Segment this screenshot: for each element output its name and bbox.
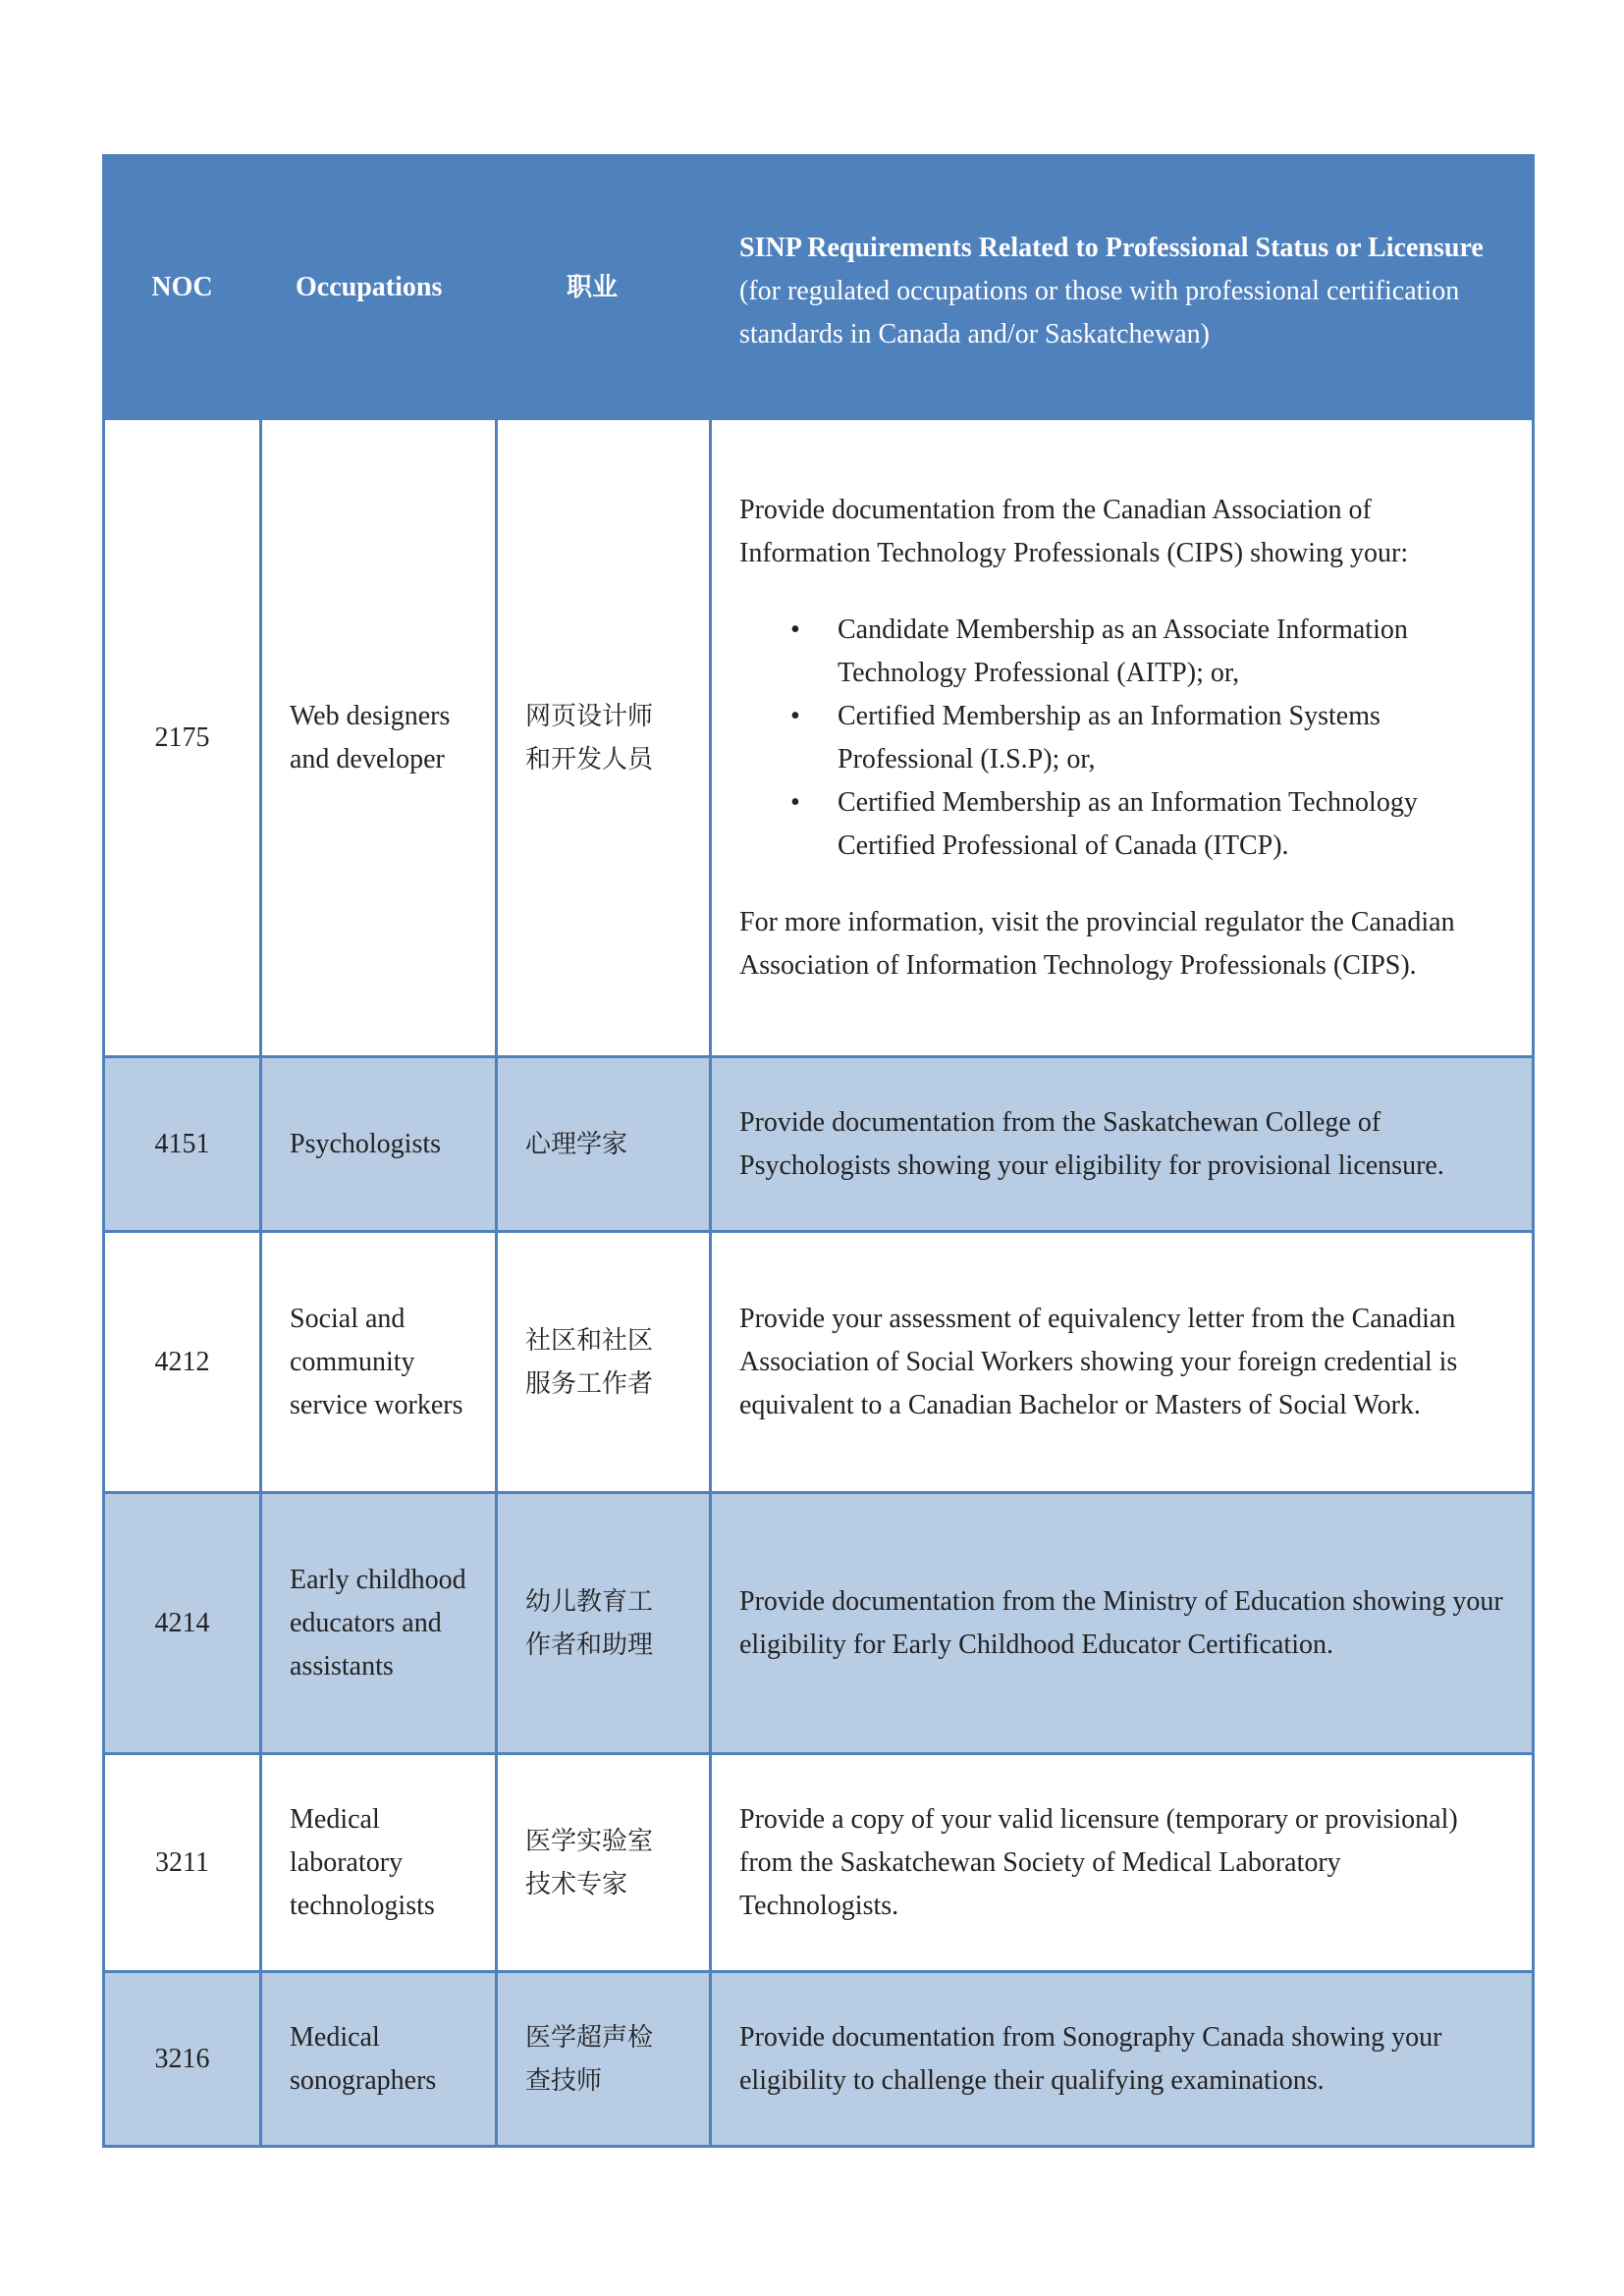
header-occupations: Occupations	[261, 156, 497, 419]
noc-code: 2175	[104, 419, 261, 1057]
requirement-outro: For more information, visit the provincial regulator the Canadian Association of Information Technology Professionals (CIPS).	[739, 906, 1455, 981]
occupation-name: Medical laboratory technologists	[261, 1754, 497, 1972]
occupations-table	[102, 154, 1535, 2148]
noc-code: 4212	[104, 1232, 261, 1493]
occupation-name: Early childhood educators and assistants	[261, 1493, 497, 1754]
header-requirements-subtitle: (for regulated occupations or those with professional certification standards in Canada and/or Saskatchewan)	[739, 275, 1460, 349]
table-row	[104, 1493, 1534, 1754]
occupation-name-zh: 幼儿教育工作者和助理	[497, 1493, 711, 1754]
table-row	[104, 1754, 1534, 1972]
table-row	[104, 1057, 1534, 1232]
requirement-bullet: • Certified Membership as an Information Technology Certified Professional of Canada (ITCP).	[838, 781, 1504, 868]
table-row	[104, 1972, 1534, 2147]
requirement-text: Provide documentation from Sonography Canada showing your eligibility to challenge their qualifying examinations.	[711, 1972, 1534, 2147]
header-requirements-title: SINP Requirements Related to Professional Status or Licensure	[739, 232, 1484, 263]
requirement-cell	[711, 419, 1534, 1057]
noc-code: 4151	[104, 1057, 261, 1232]
noc-code: 4214	[104, 1493, 261, 1754]
requirement-text: Provide your assessment of equivalency letter from the Canadian Association of Social Workers showing your foreign credential is equivalent to a Canadian Bachelor or Masters of Social Work.	[711, 1232, 1534, 1493]
header-occupations-zh: 职业	[497, 156, 711, 419]
requirement-text: Provide documentation from the Saskatchewan College of Psychologists showing your eligibility for provisional licensure.	[711, 1057, 1534, 1232]
requirement-bullet-list	[739, 609, 1504, 868]
occupation-name: Web designers and developer	[261, 419, 497, 1057]
header-requirements	[711, 156, 1534, 419]
header-noc: NOC	[104, 156, 261, 419]
table-row	[104, 419, 1534, 1057]
occupation-name-zh: 医学超声检查技师	[497, 1972, 711, 2147]
requirement-text: Provide documentation from the Ministry of Education showing your eligibility for Early Childhood Educator Certification.	[711, 1493, 1534, 1754]
requirement-bullet: • Certified Membership as an Information Systems Professional (I.S.P); or,	[838, 695, 1504, 781]
occupation-name: Psychologists	[261, 1057, 497, 1232]
occupation-name-zh: 社区和社区服务工作者	[497, 1232, 711, 1493]
noc-code: 3216	[104, 1972, 261, 2147]
requirement-text: Provide a copy of your valid licensure (temporary or provisional) from the Saskatchewan Society of Medical Laboratory Technologists.	[711, 1754, 1534, 1972]
occupation-name-zh: 网页设计师和开发人员	[497, 419, 711, 1057]
requirement-bullet: • Candidate Membership as an Associate Information Technology Professional (AITP); or,	[838, 609, 1504, 695]
table-header-row	[104, 156, 1534, 419]
occupation-name-zh: 心理学家	[497, 1057, 711, 1232]
occupation-name-zh: 医学实验室技术专家	[497, 1754, 711, 1972]
table-row	[104, 1232, 1534, 1493]
requirement-intro: Provide documentation from the Canadian Association of Information Technology Professionals (CIPS) showing your:	[739, 494, 1409, 568]
occupation-name: Social and community service workers	[261, 1232, 497, 1493]
noc-code: 3211	[104, 1754, 261, 1972]
occupation-name: Medical sonographers	[261, 1972, 497, 2147]
